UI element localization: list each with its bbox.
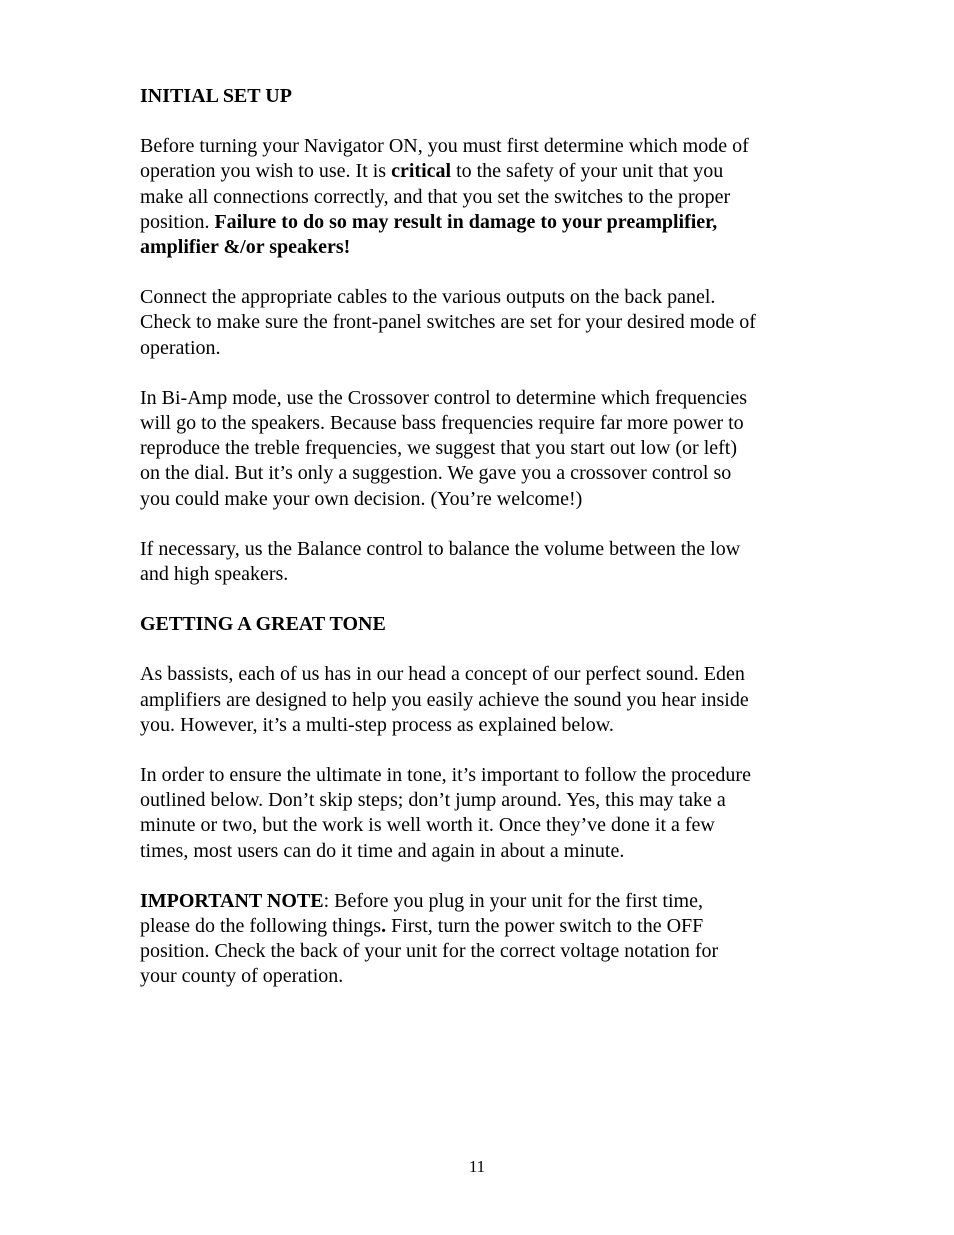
text-line — [140, 939, 820, 964]
text-run: and high speakers. — [140, 563, 289, 586]
text-line — [140, 562, 820, 587]
paragraph — [140, 537, 820, 587]
paragraph — [140, 763, 820, 864]
text-line — [140, 914, 820, 939]
text-run: Check to make sure the front-panel switches are set for your desired mode of — [140, 311, 756, 334]
section-heading: GETTING A GREAT TONE — [140, 613, 386, 636]
text-line — [140, 537, 820, 562]
text-line — [140, 336, 820, 361]
text-run: If necessary, us the Balance control to balance the volume between the low — [140, 537, 741, 560]
document-body — [140, 84, 820, 1015]
text-run: First, turn the power switch to the OFF — [386, 915, 704, 938]
paragraph — [140, 662, 820, 738]
text-line — [140, 788, 820, 813]
text-run: your county of operation. — [140, 965, 344, 988]
text-run: times, most users can do it time and again in about a minute. — [140, 839, 625, 862]
text-line — [140, 134, 820, 159]
text-line — [140, 386, 820, 411]
text-line — [140, 839, 820, 864]
text-line — [140, 713, 820, 738]
text-run: position. Check the back of your unit for the correct voltage notation for — [140, 940, 719, 963]
bold-text-run: IMPORTANT NOTE — [140, 889, 324, 912]
text-run: Before turning your Navigator ON, you must first determine which mode of — [140, 135, 749, 158]
text-run: to the safety of your unit that you — [451, 160, 724, 183]
paragraph — [140, 386, 820, 512]
text-run: Connect the appropriate cables to the various outputs on the back panel. — [140, 286, 716, 309]
text-line — [140, 813, 820, 838]
text-run: : Before you plug in your unit for the first time, — [323, 889, 703, 912]
text-run: make all connections correctly, and that you set the switches to the proper — [140, 185, 731, 208]
text-run: In order to ensure the ultimate in tone, it’s important to follow the procedure — [140, 764, 751, 787]
paragraph — [140, 134, 820, 260]
bold-text-run: . — [381, 915, 387, 938]
text-line — [140, 763, 820, 788]
text-run: will go to the speakers. Because bass frequencies require far more power to — [140, 412, 744, 435]
text-run: operation you wish to use. It is — [140, 160, 392, 183]
text-run: you could make your own decision. (You’re welcome!) — [140, 487, 583, 510]
text-line — [140, 662, 820, 687]
paragraph — [140, 285, 820, 361]
text-run: outlined below. Don’t skip steps; don’t jump around. Yes, this may take a — [140, 789, 726, 812]
text-run: operation. — [140, 336, 221, 359]
text-line — [140, 688, 820, 713]
text-line — [140, 964, 820, 989]
text-line — [140, 461, 820, 486]
text-line — [140, 235, 820, 260]
text-line — [140, 185, 820, 210]
section-heading: INITIAL SET UP — [140, 85, 292, 107]
bold-text-run: amplifier &/or speakers! — [140, 236, 351, 259]
text-line — [140, 889, 820, 914]
text-line — [140, 436, 820, 461]
paragraph — [140, 889, 820, 990]
text-run: As bassists, each of us has in our head a concept of our perfect sound. Eden — [140, 663, 745, 686]
text-line — [140, 210, 820, 235]
text-run: please do the following things — [140, 915, 382, 938]
text-line — [140, 411, 820, 436]
bold-text-run: Failure to do so may result in damage to your preamplifier, — [214, 210, 718, 233]
text-line — [140, 310, 820, 335]
text-run: on the dial. But it’s only a suggestion. We gave you a crossover control so — [140, 462, 732, 485]
text-run: amplifiers are designed to help you easily achieve the sound you hear inside — [140, 688, 749, 711]
text-run: In Bi-Amp mode, use the Crossover control to determine which frequencies — [140, 386, 748, 409]
text-line — [140, 487, 820, 512]
bold-text-run: critical — [391, 160, 452, 183]
text-line — [140, 159, 820, 184]
text-line — [140, 285, 820, 310]
text-run: reproduce the treble frequencies, we suggest that you start out low (or left) — [140, 437, 738, 460]
text-run: you. However, it’s a multi-step process as explained below. — [140, 713, 614, 736]
text-run: position. — [140, 210, 215, 233]
page-number: 11 — [468, 1157, 486, 1176]
text-run: minute or two, but the work is well worth it. Once they’ve done it a few — [140, 814, 715, 837]
